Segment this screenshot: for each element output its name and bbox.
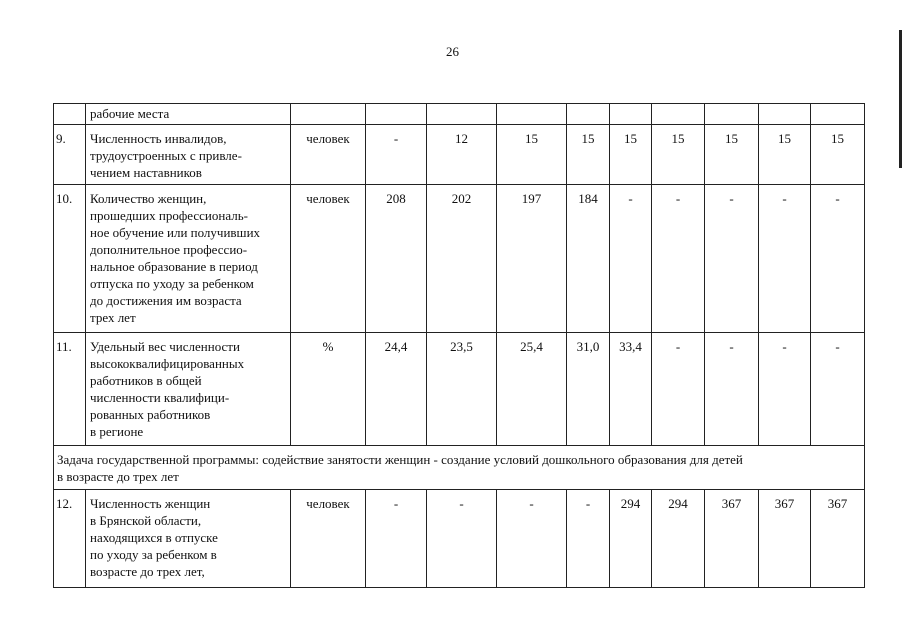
cell-value: - <box>497 490 567 588</box>
description-line: Удельный вес численности <box>90 339 240 354</box>
cell-value: 15 <box>811 125 865 185</box>
cell-value: - <box>811 333 865 446</box>
cell-value: 184 <box>567 185 610 333</box>
cell-value: 33,4 <box>610 333 652 446</box>
indicators-table <box>53 103 865 588</box>
table-row-continuation <box>54 104 865 125</box>
description-line: Количество женщин, <box>90 191 207 206</box>
description-line: до достижения им возраста <box>90 293 242 308</box>
description-line: трудоустроенных с привле- <box>90 148 242 163</box>
cell-value: 197 <box>497 185 567 333</box>
cell-value <box>567 104 610 125</box>
cell-description <box>86 185 291 333</box>
cell-value: 367 <box>705 490 759 588</box>
task-line: Задача государственной программы: содействие занятости женщин - создание условий дошкольного образования для детей <box>57 452 743 467</box>
description-line: высококвалифицированных <box>90 356 245 371</box>
cell-value: - <box>759 185 811 333</box>
cell-value: - <box>652 185 705 333</box>
cell-value: - <box>366 125 427 185</box>
cell-value: - <box>366 490 427 588</box>
cell-value: - <box>610 185 652 333</box>
cell-description <box>86 125 291 185</box>
description-line: в регионе <box>90 424 144 439</box>
task-line: в возрасте до трех лет <box>57 469 179 484</box>
cell-value: - <box>705 333 759 446</box>
cell-num: 12. <box>54 490 86 588</box>
cell-value <box>759 104 811 125</box>
cell-value <box>366 104 427 125</box>
description-line: работников в общей <box>90 373 202 388</box>
description-line: прошедших профессиональ- <box>90 208 248 223</box>
cell-value: - <box>567 490 610 588</box>
description-line: трех лет <box>90 310 136 325</box>
description-line: численности квалифици- <box>90 390 230 405</box>
description-line: находящихся в отпуске <box>90 530 218 545</box>
cell-value: 15 <box>610 125 652 185</box>
table-row-12 <box>54 490 865 588</box>
cell-value: 15 <box>759 125 811 185</box>
description-line: Численность женщин <box>90 496 211 511</box>
cell-unit: человек <box>291 185 366 333</box>
cell-value <box>497 104 567 125</box>
table-row-10 <box>54 185 865 333</box>
description-line: рабочие места <box>90 106 170 121</box>
cell-value: 294 <box>610 490 652 588</box>
cell-value: 23,5 <box>427 333 497 446</box>
cell-unit: % <box>291 333 366 446</box>
cell-num: 11. <box>54 333 86 446</box>
description-line: Численность инвалидов, <box>90 131 227 146</box>
description-line: возрасте до трех лет, <box>90 564 205 579</box>
cell-value: - <box>427 490 497 588</box>
page-number: 26 <box>446 44 459 59</box>
cell-value <box>811 104 865 125</box>
cell-value: - <box>652 333 705 446</box>
task-row <box>54 446 865 490</box>
cell-value: - <box>705 185 759 333</box>
cell-value: 15 <box>652 125 705 185</box>
cell-value: 15 <box>567 125 610 185</box>
cell-value: 12 <box>427 125 497 185</box>
cell-value: 367 <box>759 490 811 588</box>
cell-value: 24,4 <box>366 333 427 446</box>
description-line: чением наставников <box>90 165 202 180</box>
cell-description <box>86 490 291 588</box>
cell-value: - <box>811 185 865 333</box>
description-line: в Брянской области, <box>90 513 202 528</box>
cell-value: 25,4 <box>497 333 567 446</box>
cell-value: 202 <box>427 185 497 333</box>
description-line: ное обучение или получивших <box>90 225 261 240</box>
description-line: отпуска по уходу за ребенком <box>90 276 254 291</box>
cell-description <box>86 333 291 446</box>
cell-unit <box>291 104 366 125</box>
description-line: рованных работников <box>90 407 211 422</box>
cell-value: 31,0 <box>567 333 610 446</box>
cell-value: 208 <box>366 185 427 333</box>
description-line: дополнительное профессио- <box>90 242 248 257</box>
cell-value: - <box>759 333 811 446</box>
cell-num: 10. <box>54 185 86 333</box>
cell-value <box>652 104 705 125</box>
cell-num <box>54 104 86 125</box>
cell-unit: человек <box>291 490 366 588</box>
cell-unit: человек <box>291 125 366 185</box>
cell-value <box>705 104 759 125</box>
cell-value <box>610 104 652 125</box>
description-line: по уходу за ребенком в <box>90 547 217 562</box>
table-row-9 <box>54 125 865 185</box>
cell-value: 294 <box>652 490 705 588</box>
scan-edge-mark <box>899 30 902 168</box>
cell-num: 9. <box>54 125 86 185</box>
cell-value: 15 <box>705 125 759 185</box>
description-line: нальное образование в период <box>90 259 258 274</box>
cell-value <box>427 104 497 125</box>
table-row-11 <box>54 333 865 446</box>
task-cell <box>54 446 865 490</box>
cell-description <box>86 104 291 125</box>
cell-value: 367 <box>811 490 865 588</box>
cell-value: 15 <box>497 125 567 185</box>
